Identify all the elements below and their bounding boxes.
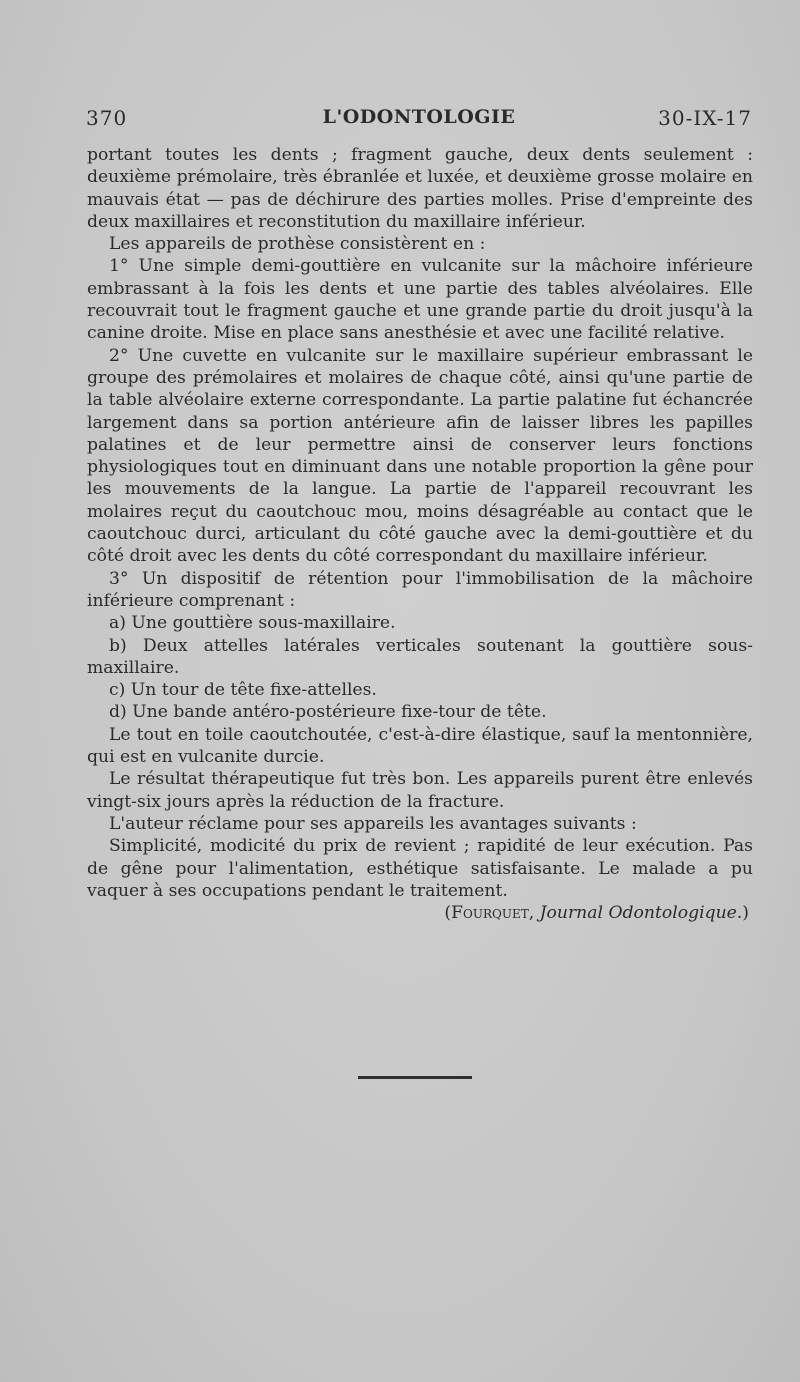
paragraph-item-3: 3° Un dispositif de rétention pour l'immobilisation de la mâchoire inférieure comprenant : [87, 568, 753, 611]
citation-journal: Journal Odontologique. [539, 903, 743, 924]
journal-title: L'ODONTOLOGIE [322, 106, 516, 128]
paragraph-advantages: Simplicité, modicité du prix de revient ; rapidité de leur exécution. Pas de gêne pour l'alimentation, esthétique satisfaisante. Le malade a pu vaquer à ses occupations pendant le traitement. [87, 836, 753, 901]
paragraph-continuation: portant toutes les dents ; fragment gauche, deux dents seulement : deuxième prémolaire, très ébranlée et luxée, et deuxième grosse molaire en mauvais état — pas de déchirure des parties molles. Prise d'empreinte des deux maxillaires et reconstitution du maxillaire inférieur. [87, 145, 753, 232]
article-body [87, 144, 753, 924]
paragraph-subitem-d: d) Une bande antéro-postérieure fixe-tour de tête. [109, 702, 547, 723]
paragraph-result: Le résultat thérapeutique fut très bon. Les appareils purent être enlevés vingt-six jours après la réduction de la fracture. [87, 769, 753, 812]
paragraph-appliances-intro: Les appareils de prothèse consistèrent en : [109, 234, 486, 255]
page-number: 370 [86, 106, 128, 130]
paragraph-item-2: 2° Une cuvette en vulcanite sur le maxillaire supérieur embrassant le groupe des prémolaires et molaires de chaque côté, ainsi qu'une partie de la table alvéolaire externe correspondante. La partie palatine fut échancrée largement dans sa portion antérieure afin de laisser libres les papilles palatines et de leur permettre ainsi de conserver leurs fonctions physiologiques tout en diminuant dans une notable proportion la gêne pour les mouvements de la langue. La partie de l'appareil recouvrant les molaires reçut du caoutchouc mou, moins désagréable au contact que le caoutchouc durci, articulant du côté gauche avec la demi-gouttière et du côté droit avec les dents du côté correspondant du maxillaire inférieur. [87, 345, 753, 567]
paragraph-subitem-a: a) Une gouttière sous-maxillaire. [109, 613, 396, 634]
citation: (Fourquet, Journal Odontologique.) [444, 903, 749, 924]
paragraph-advantages-intro: L'auteur réclame pour ses appareils les avantages suivants : [109, 813, 637, 834]
issue-date: 30-IX-17 [658, 106, 752, 130]
paragraph-subitem-b: b) Deux attelles latérales verticales soutenant la gouttière sous-maxillaire. [87, 635, 753, 678]
citation-author: Fourquet [451, 903, 529, 924]
section-divider [358, 1076, 472, 1079]
paragraph-item-1: 1° Une simple demi-gouttière en vulcanite sur la mâchoire inférieure embrassant à la fois les dents et une partie des tables alvéolaires. Elle recouvrait tout le fragment gauche et une grande partie du droit jusqu'à la canine droite. Mise en place sans anesthésie et avec une facilité relative. [87, 256, 753, 344]
paragraph-material: Le tout en toile caoutchoutée, c'est-à-dire élastique, sauf la mentonnière, qui est en vulcanite durcie. [87, 724, 753, 768]
running-header [86, 106, 752, 136]
paragraph-subitem-c: c) Un tour de tête fixe-attelles. [109, 680, 377, 701]
